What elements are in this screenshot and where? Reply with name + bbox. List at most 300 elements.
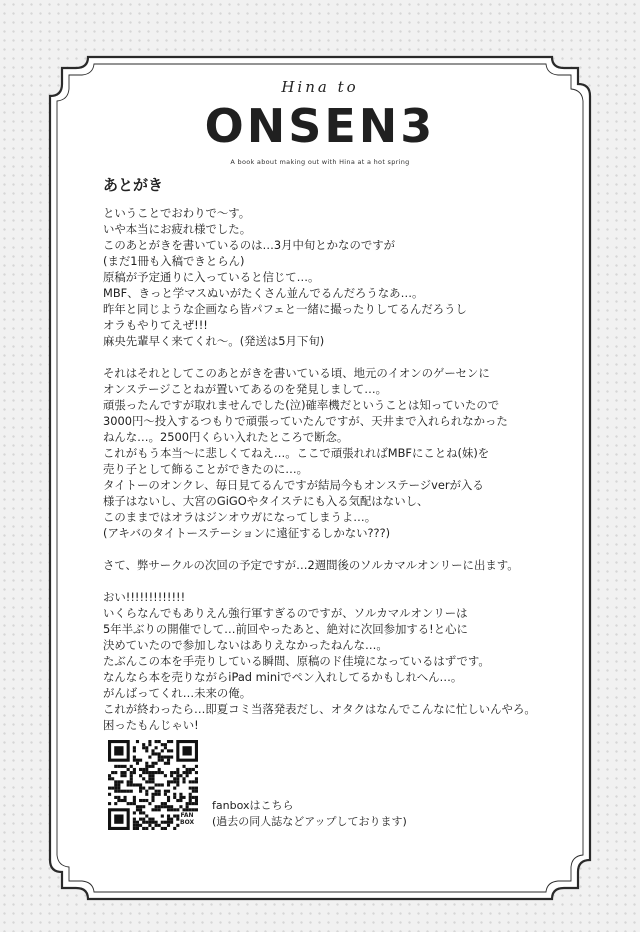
qr-module (139, 808, 142, 811)
qr-module (148, 777, 151, 780)
qr-module (167, 790, 170, 793)
afterword-line: 頑張ったんですが取れませんでした(泣)確率機だということは知っていたので (103, 398, 500, 412)
qr-module (139, 799, 142, 802)
qr-module (192, 780, 195, 783)
qr-module (117, 783, 120, 786)
qr-module (176, 771, 179, 774)
qr-module (189, 796, 192, 799)
qr-module (133, 756, 136, 759)
qr-module (176, 818, 179, 821)
qr-module (158, 740, 161, 743)
qr-module (173, 771, 176, 774)
qr-module (155, 808, 158, 811)
book-tagline: A book about making out with Hina at a hot spring (230, 158, 410, 166)
afterword-line: MBF、きっと学マスぬいがたくさん並んでるんだろうなあ…。 (103, 286, 424, 300)
qr-module (133, 759, 136, 762)
qr-module (148, 743, 151, 746)
qr-module (145, 746, 148, 749)
qr-module (151, 818, 154, 821)
afterword-line: これがもう本当～に悲しくてねえ…。ここで頑張れればMBFにことね(妹)を (103, 446, 490, 460)
qr-module (117, 787, 120, 790)
qr-module (127, 780, 130, 783)
qr-module (186, 802, 189, 805)
qr-module (130, 774, 133, 777)
qr-module (130, 802, 133, 805)
qr-module (173, 780, 176, 783)
qr-module (186, 768, 189, 771)
qr-module (164, 762, 167, 765)
afterword-line: 原稿が予定通りに入っていると信じて…。 (103, 270, 320, 284)
qr-module (170, 808, 173, 811)
qr-finder-core (114, 814, 123, 823)
qr-module (189, 768, 192, 771)
qr-module (158, 771, 161, 774)
qr-module (155, 740, 158, 743)
afterword-line: なんなら本を売りながらiPad miniでペン入れしてるかもしれへん…。 (103, 670, 463, 684)
qr-module (158, 790, 161, 793)
qr-module (182, 808, 185, 811)
qr-module (114, 796, 117, 799)
qr-module (133, 824, 136, 827)
qr-module (186, 771, 189, 774)
qr-module (182, 777, 185, 780)
qr-module (182, 796, 185, 799)
qr-module (145, 780, 148, 783)
qr-finder-core (114, 746, 123, 755)
qr-module (130, 777, 133, 780)
qr-module (108, 787, 111, 790)
qr-module (136, 821, 139, 824)
qr-module (176, 783, 179, 786)
qr-module (133, 771, 136, 774)
qr-module (192, 768, 195, 771)
afterword-heading: あとがき (103, 176, 164, 194)
qr-module (167, 818, 170, 821)
qr-module (192, 787, 195, 790)
qr-module (164, 743, 167, 746)
qr-module (195, 780, 198, 783)
qr-module (176, 777, 179, 780)
qr-module (158, 783, 161, 786)
qr-module (124, 790, 127, 793)
qr-module (151, 787, 154, 790)
qr-module (176, 799, 179, 802)
qr-module (133, 749, 136, 752)
qr-module (158, 768, 161, 771)
qr-module (164, 774, 167, 777)
qr-module (161, 749, 164, 752)
qr-module (136, 759, 139, 762)
qr-module (167, 749, 170, 752)
qr-module (195, 771, 198, 774)
afterword-line: (まだ1冊も入稿できとらん) (103, 254, 245, 268)
qr-module (114, 771, 117, 774)
qr-module (133, 783, 136, 786)
qr-module (148, 821, 151, 824)
afterword-line: これが終わったら…即夏コミ当落発表だし、オタクはなんでこんなに忙しいんやろ。 (103, 702, 536, 716)
qr-module (186, 808, 189, 811)
qr-module (111, 787, 114, 790)
qr-module (145, 793, 148, 796)
qr-module (130, 771, 133, 774)
qr-module (170, 771, 173, 774)
qr-module (139, 811, 142, 814)
qr-module (161, 814, 164, 817)
qr-module (117, 765, 120, 768)
qr-module (145, 768, 148, 771)
qr-module (167, 808, 170, 811)
qr-module (139, 787, 142, 790)
qr-module (145, 821, 148, 824)
qr-module (164, 790, 167, 793)
afterword-line: 3000円～投入するつもりで頑張っていたんですが、天井まで入れられなかった (103, 414, 508, 428)
qr-module (151, 780, 154, 783)
qr-module (164, 805, 167, 808)
qr-module (139, 759, 142, 762)
qr-module (170, 740, 173, 743)
qr-module (173, 827, 176, 830)
qr-module (142, 811, 145, 814)
qr-module (145, 765, 148, 768)
qr-module (139, 805, 142, 808)
qr-module (155, 762, 158, 765)
qr-module (139, 824, 142, 827)
qr-module (195, 799, 198, 802)
qr-module (155, 805, 158, 808)
qr-module (179, 774, 182, 777)
qr-module (139, 818, 142, 821)
qr-module (133, 746, 136, 749)
qr-module (108, 793, 111, 796)
qr-module (151, 777, 154, 780)
qr-module (148, 774, 151, 777)
qr-module (148, 824, 151, 827)
qr-module (124, 796, 127, 799)
qr-module (167, 814, 170, 817)
qr-module (120, 780, 123, 783)
qr-module (155, 824, 158, 827)
qr-module (189, 802, 192, 805)
qr-module (173, 796, 176, 799)
qr-module (142, 743, 145, 746)
qr-module (173, 808, 176, 811)
qr-module (151, 752, 154, 755)
qr-module (148, 756, 151, 759)
qr-module (167, 762, 170, 765)
qr-module (158, 805, 161, 808)
qr-module (167, 759, 170, 762)
afterword-line: 売り子として飾ることができたのに…。 (103, 462, 309, 476)
qr-module (182, 765, 185, 768)
qr-module (151, 793, 154, 796)
qr-module (133, 796, 136, 799)
qr-module (142, 827, 145, 830)
qr-module (124, 799, 127, 802)
qr-module (148, 740, 151, 743)
qr-module (155, 783, 158, 786)
qr-module (114, 787, 117, 790)
qr-module (179, 799, 182, 802)
qr-module (127, 790, 130, 793)
qr-module (139, 783, 142, 786)
qr-module (151, 774, 154, 777)
qr-module (133, 768, 136, 771)
afterword-line: このあとがきを書いているのは…3月中旬とかなのですが (103, 238, 396, 252)
qr-module (145, 799, 148, 802)
qr-module (133, 827, 136, 830)
qr-module (164, 793, 167, 796)
qr-module (158, 759, 161, 762)
fanbox-badge (180, 812, 194, 826)
qr-module (167, 799, 170, 802)
afterword-line: このままではオラはジンオウガになってしまうよ…。 (103, 510, 377, 524)
qr-module (195, 790, 198, 793)
qr-module (133, 821, 136, 824)
afterword-line: いくらなんでもありえん強行軍すぎるのですが、ソルカマルオンリーは (103, 606, 468, 620)
qr-module (155, 790, 158, 793)
qr-module (173, 787, 176, 790)
qr-module (170, 805, 173, 808)
qr-module (142, 787, 145, 790)
qr-module (136, 824, 139, 827)
qr-module (195, 777, 198, 780)
qr-module (167, 740, 170, 743)
qr-module (139, 768, 142, 771)
afterword-line: 昨年と同じような企画なら皆パフェと一緒に撮ったりしてるんだろうし (103, 302, 467, 316)
qr-module (145, 790, 148, 793)
qr-module (161, 827, 164, 830)
qr-module (167, 824, 170, 827)
qr-module (136, 827, 139, 830)
qr-module (111, 771, 114, 774)
qr-module (108, 774, 111, 777)
qr-module (148, 802, 151, 805)
qr-module (151, 749, 154, 752)
qr-module (167, 783, 170, 786)
afterword-line: さて、弊サークルの次回の予定ですが…2週間後のソルカマルオンリーに出ます。 (103, 558, 519, 572)
qr-module (142, 818, 145, 821)
qr-module (189, 771, 192, 774)
afterword-paragraph (103, 589, 583, 733)
qr-module (142, 768, 145, 771)
qr-module (145, 749, 148, 752)
qr-module (176, 774, 179, 777)
afterword-line: 様子はないし、大宮のGiGOやタイステにも入る気配はないし、 (103, 494, 429, 508)
afterword-paragraph (103, 365, 583, 541)
afterword-line: (アキバのタイトーステーションに遠征するしかない???) (103, 526, 391, 540)
afterword-line: それはそれとしてこのあとがきを書いている頃、地元のイオンのゲーセンに (103, 366, 490, 380)
qr-module (164, 821, 167, 824)
qr-module (164, 756, 167, 759)
qr-module (148, 787, 151, 790)
qr-module (148, 771, 151, 774)
qr-module (139, 790, 142, 793)
qr-module (142, 771, 145, 774)
afterword-line: 麻央先輩早く来てくれ～。(発送は5月下旬) (103, 334, 325, 348)
qr-module (158, 808, 161, 811)
qr-module (189, 793, 192, 796)
qr-module (170, 818, 173, 821)
qr-module (161, 759, 164, 762)
qr-module (167, 756, 170, 759)
fanbox-note (212, 798, 407, 830)
qr-module (108, 777, 111, 780)
qr-module (170, 756, 173, 759)
qr-module (182, 771, 185, 774)
qr-module (120, 790, 123, 793)
qr-module (167, 821, 170, 824)
qr-module (189, 808, 192, 811)
qr-module (192, 802, 195, 805)
afterword-line: ということでおわりで～す。 (103, 206, 251, 220)
qr-module (179, 805, 182, 808)
qr-module (130, 790, 133, 793)
qr-module (127, 768, 130, 771)
afterword-body (103, 205, 583, 733)
qr-module (161, 743, 164, 746)
afterword-line: 決めていたので参加しないはありえなかったねんな…。 (103, 638, 388, 652)
qr-module (139, 774, 142, 777)
qr-module (130, 780, 133, 783)
qr-module (167, 805, 170, 808)
qr-module (108, 802, 111, 805)
qr-module (155, 821, 158, 824)
qr-module (173, 793, 176, 796)
afterword-line: 困ったもんじゃい! (103, 718, 199, 732)
qr-module (148, 780, 151, 783)
qr-module (155, 746, 158, 749)
qr-module (145, 762, 148, 765)
qr-module (117, 799, 120, 802)
qr-module (176, 808, 179, 811)
qr-module (151, 799, 154, 802)
qr-module (182, 780, 185, 783)
qr-module (142, 821, 145, 824)
qr-module (155, 793, 158, 796)
qr-module (167, 796, 170, 799)
qr-module (133, 799, 136, 802)
qr-module (155, 771, 158, 774)
qr-module (136, 740, 139, 743)
qr-module (155, 752, 158, 755)
qr-module (170, 821, 173, 824)
qr-module (114, 783, 117, 786)
qr-module (151, 808, 154, 811)
qr-module (158, 756, 161, 759)
qr-module (179, 796, 182, 799)
qr-module (127, 783, 130, 786)
qr-module (161, 821, 164, 824)
qr-module (179, 793, 182, 796)
qr-module (195, 787, 198, 790)
afterword-line: ねんな…。2500円くらい入れたところで断念。 (103, 430, 349, 444)
fanbox-badge-line2: BOX (180, 819, 195, 826)
qr-module (148, 818, 151, 821)
qr-module (173, 777, 176, 780)
qr-module (120, 799, 123, 802)
qr-module (124, 765, 127, 768)
afterword-paragraph (103, 557, 583, 573)
qr-module (151, 827, 154, 830)
qr-module (136, 762, 139, 765)
qr-module (114, 790, 117, 793)
fanbox-description: (過去の同人誌などアップしております) (212, 815, 407, 828)
qr-module (161, 783, 164, 786)
qr-module (114, 765, 117, 768)
qr-module (192, 790, 195, 793)
qr-module (164, 827, 167, 830)
afterword-line: オンステージことねが置いてあるのを発見しまして…。 (103, 382, 387, 396)
fanbox-badge-line1: FAN (180, 812, 194, 819)
qr-module (124, 771, 127, 774)
qr-module (114, 802, 117, 805)
qr-module (161, 802, 164, 805)
qr-module (117, 790, 120, 793)
qr-module (136, 783, 139, 786)
qr-module (170, 780, 173, 783)
qr-module (161, 805, 164, 808)
qr-module (120, 774, 123, 777)
qr-module (133, 811, 136, 814)
book-subtitle: Hina to (281, 78, 359, 96)
qr-module (195, 796, 198, 799)
qr-module (145, 814, 148, 817)
qr-module (167, 780, 170, 783)
qr-module (189, 787, 192, 790)
book-title: ONSEN3 (204, 99, 436, 153)
qr-module (142, 799, 145, 802)
afterword-line: たぶんこの本を手売りしている瞬間、原稿のド佳境になっているはずです。 (103, 654, 490, 668)
qr-module (130, 783, 133, 786)
qr-module (145, 771, 148, 774)
qr-module (189, 799, 192, 802)
qr-module (111, 777, 114, 780)
qr-module (186, 774, 189, 777)
qr-module (192, 796, 195, 799)
qr-module (189, 780, 192, 783)
qr-module (142, 746, 145, 749)
qr-module (133, 818, 136, 821)
afterword-line: オラもやりてえぜ!!! (103, 318, 208, 332)
qr-module (161, 771, 164, 774)
qr-module (176, 824, 179, 827)
qr-module (151, 771, 154, 774)
qr-module (151, 796, 154, 799)
afterword-line: 5年半ぶりの開催でして…前回やったあと、絶対に次回参加する!と心に (103, 622, 468, 636)
qr-module (133, 802, 136, 805)
qr-module (145, 827, 148, 830)
qr-module (148, 765, 151, 768)
afterword-line: いや本当にお疲れ様でした。 (103, 222, 252, 236)
qr-module (130, 765, 133, 768)
qr-module (186, 805, 189, 808)
qr-module (117, 796, 120, 799)
qr-module (142, 805, 145, 808)
qr-module (127, 802, 130, 805)
afterword-line: おい!!!!!!!!!!!!! (103, 590, 186, 604)
qr-module (195, 808, 198, 811)
qr-module (170, 774, 173, 777)
qr-module (195, 802, 198, 805)
qr-module (195, 765, 198, 768)
qr-module (151, 821, 154, 824)
qr-module (114, 780, 117, 783)
fanbox-label: fanboxはこちら (212, 799, 294, 812)
qr-module (164, 746, 167, 749)
qr-module (151, 765, 154, 768)
qr-module (142, 777, 145, 780)
qr-module (136, 808, 139, 811)
